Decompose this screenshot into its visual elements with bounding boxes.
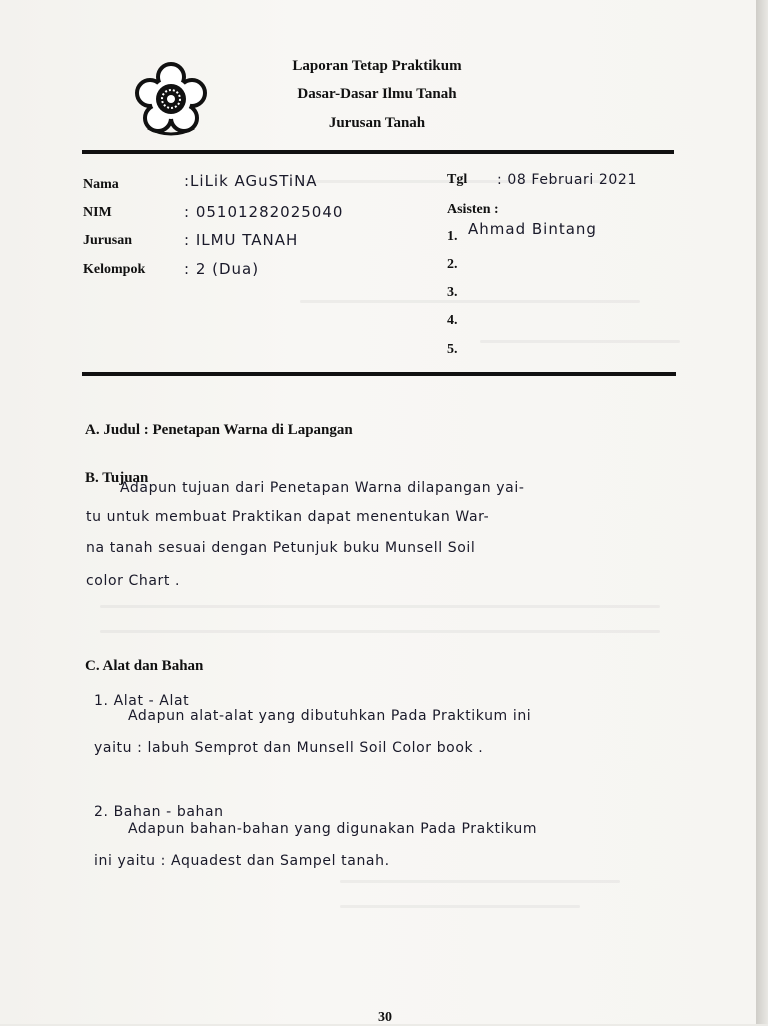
asisten-number: 1. — [447, 229, 458, 244]
subsection-alat-title: 1. Alat - Alat — [94, 693, 190, 709]
jurusan-value: : ILMU TANAH — [184, 231, 299, 249]
bleed-through-line — [340, 905, 580, 908]
bottom-divider — [82, 372, 676, 376]
asisten-number: 3. — [447, 285, 458, 300]
header-course: Dasar-Dasar Ilmu Tanah — [297, 86, 457, 102]
bahan-text-line: Adapun bahan-bahan yang digunakan Pada Praktikum — [128, 821, 538, 837]
asisten-name: Ahmad Bintang — [468, 220, 597, 238]
asisten-number: 4. — [447, 313, 458, 328]
alat-text-line: Adapun alat-alat yang dibutuhkan Pada Praktikum ini — [128, 708, 532, 724]
nim-label: NIM — [83, 205, 112, 220]
university-logo — [134, 62, 208, 136]
section-b-text-line: tu untuk membuat Praktikan dapat menentukan War- — [86, 509, 490, 525]
section-c-title: C. Alat dan Bahan — [85, 658, 204, 674]
page-edge-shadow — [756, 0, 768, 1024]
page-number: 30 — [378, 1010, 392, 1025]
bleed-through-line — [100, 630, 660, 633]
tgl-value: : 08 Februari 2021 — [497, 172, 637, 188]
kelompok-label: Kelompok — [83, 262, 146, 277]
bleed-through-line — [340, 880, 620, 883]
subsection-bahan-title: 2. Bahan - bahan — [94, 804, 224, 820]
bleed-through-line — [100, 605, 660, 608]
section-a-title: A. Judul : Penetapan Warna di Lapangan — [85, 422, 353, 438]
asisten-number: 5. — [447, 342, 458, 357]
header-department: Jurusan Tanah — [328, 115, 426, 131]
asisten-number: 2. — [447, 257, 458, 272]
top-divider — [82, 150, 674, 154]
header-title: Laporan Tetap Praktikum — [292, 58, 462, 74]
section-b-text-line: na tanah sesuai dengan Petunjuk buku Munsell Soil — [86, 540, 476, 556]
alat-text-line: yaitu : labuh Semprot dan Munsell Soil Color book . — [94, 740, 484, 756]
tgl-label: Tgl — [447, 172, 468, 187]
bleed-through-line — [480, 340, 680, 343]
bahan-text-line: ini yaitu : Aquadest dan Sampel tanah. — [94, 853, 390, 869]
kelompok-value: : 2 (Dua) — [184, 260, 260, 278]
jurusan-label: Jurusan — [83, 233, 133, 248]
nama-label: Nama — [83, 177, 119, 192]
asisten-label: Asisten : — [447, 202, 499, 217]
nim-value: : 05101282025040 — [184, 203, 344, 221]
bleed-through-line — [300, 300, 640, 303]
section-b-title: B. Tujuan — [85, 470, 149, 486]
nama-value: :LiLik AGuSTiNA — [184, 172, 318, 190]
section-b-text-line: color Chart . — [86, 573, 181, 589]
section-b-text-line: Adapun tujuan dari Penetapan Warna dilapangan yai- — [120, 480, 525, 496]
